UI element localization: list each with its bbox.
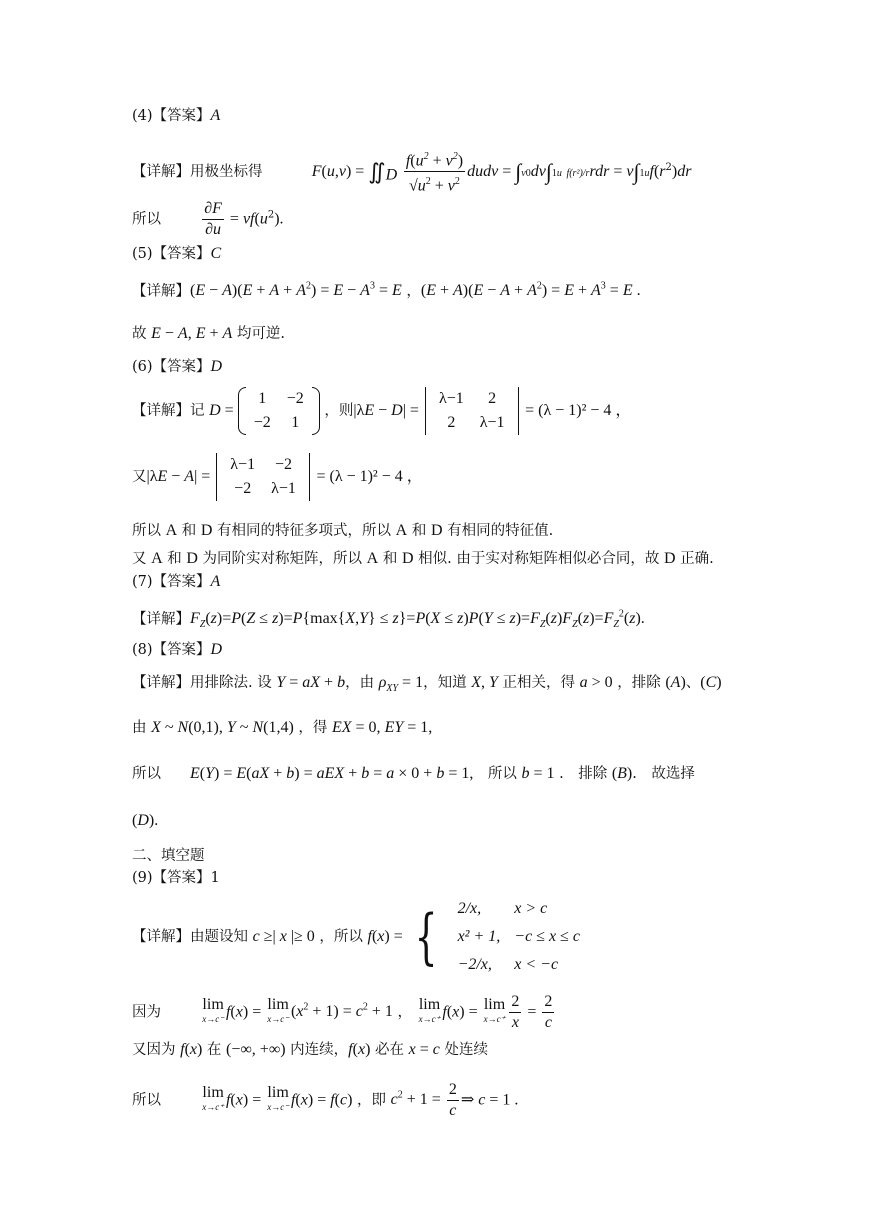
case-cond: x < −c — [514, 956, 559, 973]
case-expr: x² + 1, — [457, 928, 501, 945]
q6-result1: = (λ − 1)² − 4 ， — [525, 402, 632, 419]
q6-also-label: 又 — [132, 469, 147, 485]
q4-conclusion: 所以 $\frac{\partial F}{\partial u}$ = $vf(u^2)$. — [132, 200, 284, 238]
q5-detail: 【详解】$(E - A)(E + A + A^2) = E - A^3 = E$ ，$(E + A)(E - A + A^2) = E + A^3 = E$ . — [132, 281, 641, 300]
q6-det1 — [423, 387, 521, 435]
det-cell: λ−1 — [271, 480, 296, 497]
q5-answer: (5)【答案】C — [132, 245, 222, 262]
q6-then-label: ，则 — [324, 403, 354, 419]
det-cell: λ−1 — [479, 414, 505, 431]
det-cell: λ−1 — [438, 390, 464, 407]
q6-matrix-D — [238, 387, 320, 435]
q8-detail: 【详解】用排除法. 设 Y = aX + b，由 $\rho_{XY} = 1$，知道 X, Y 正相关，得 a > 0 ，排除 (A)、(C) — [132, 674, 722, 695]
matrix-cell: 1 — [258, 390, 267, 407]
q6-det2 — [214, 453, 312, 501]
det-cell: 2 — [488, 390, 497, 407]
q8-answer: (8)【答案】D — [132, 641, 223, 658]
q9-limits: 因为 lim x→c⁻ f(x) = lim x→c⁻ $(x^2 + 1) = c^2 + 1$ ， lim x→c⁺ f(x) = lim x→c⁺ $\frac{2}{x}$ = $\frac{2}{c}$ — [132, 992, 553, 1031]
q9-answer: (9)【答案】1 — [132, 870, 220, 886]
q5-conclusion: 故 E − A, E + A 均可逆. — [132, 325, 286, 342]
case-expr: 2/x, — [457, 900, 482, 917]
matrix-cell: −2 — [253, 414, 271, 431]
q9-detail: 【详解】由题设知 c ≥| x |≥ 0 ，所以 f(x) = { 2/x, x > c x² + 1, −c ≤ x ≤ c −2/x, x < −c — [132, 894, 588, 980]
det-cell: −2 — [234, 480, 252, 497]
q8-line2: 由 X ~ N(0,1), Y ~ N(1,4) ，得 EX = 0, EY = 1, — [132, 719, 433, 736]
q6-answer: (6)【答案】D — [132, 358, 223, 375]
q4-integrand-fraction: $\frac{f(u^2 + v^2)}{√u^2 + v^2}$ — [404, 148, 465, 196]
q9-continuity: 又因为 f(x) 在 (−∞, +∞) 内连续，f(x) 必在 x = c 处连续 — [132, 1041, 488, 1058]
q4-answer: (4)【答案】A — [132, 107, 221, 124]
left-brace: { — [414, 902, 438, 972]
q9-so-label: 所以 — [132, 1092, 161, 1109]
q9-because-label: 因为 — [132, 1004, 161, 1021]
q6-detail: 【详解】记 D = 1 −2 −2 1 ，则|λE − D| = λ−1 2 2 λ−1 = (λ − 1)² − 4 ， — [132, 386, 631, 436]
q6-line1: 所以 A 和 D 有相同的特征多项式，所以 A 和 D 有相同的特征值. — [132, 522, 554, 539]
q4-detail-label: 【详解】用极坐标得 — [132, 163, 263, 180]
q9-piecewise — [450, 894, 588, 980]
q6-detail-label: 【详解】记 — [132, 403, 205, 419]
case-cond: −c ≤ x ≤ c — [514, 928, 580, 945]
q9-final: 所以 lim x→c⁺ f(x) = lim x→c⁻ f(x) = f(c) ，即 $c^2 + 1$ = $\frac{2}{c}$ ⇒ c = 1 . — [132, 1080, 519, 1119]
q4-detail: 【详解】用极坐标得 $F(u,v) = ∬_D$ $\frac{f(u^2 + v^2)}{√u^2 + v^2}$ dudv = ∫v0dv∫1u f(r²)/rrdr = $v\int 1uf(r^2)dr$ — [132, 148, 691, 196]
section-title: 二、填空题 — [132, 848, 205, 864]
case-expr: −2/x, — [457, 956, 492, 973]
q8-line3: 所以 E(Y) = E(aX + b) = aEX + b = a × 0 + b = 1, 所以 b = 1 . 排除 (B). 故选择 — [132, 765, 695, 782]
det-cell: λ−1 — [230, 456, 256, 473]
q7-detail: 【详解】$F_Z(z)=P(Z \le z)=P\{\max\{X,Y\} \le z\}=P(X \le z)P(Y \le z)=F_Z(z)F_Z(z)=F_Z^2(z)$. — [132, 609, 645, 631]
det-cell: −2 — [274, 456, 292, 473]
q7-answer: (7)【答案】A — [132, 573, 221, 590]
matrix-cell: −2 — [286, 390, 304, 407]
matrix-cell: 1 — [291, 414, 300, 431]
q6-detail-2: 又|λE − A| = λ−1 −2 −2 λ−1 = (λ − 1)² − 4 ， — [132, 452, 423, 502]
q6-result2: = (λ − 1)² − 4 ， — [316, 468, 423, 485]
q6-line2: 又 A 和 D 为同阶实对称矩阵，所以 A 和 D 相似. 由于实对称矩阵相似必合同，故 D 正确. — [132, 550, 714, 567]
q8-line4: (D). — [132, 812, 159, 829]
case-cond: x > c — [514, 900, 548, 917]
q4-so-label: 所以 — [132, 211, 161, 228]
det-cell: 2 — [447, 414, 456, 431]
